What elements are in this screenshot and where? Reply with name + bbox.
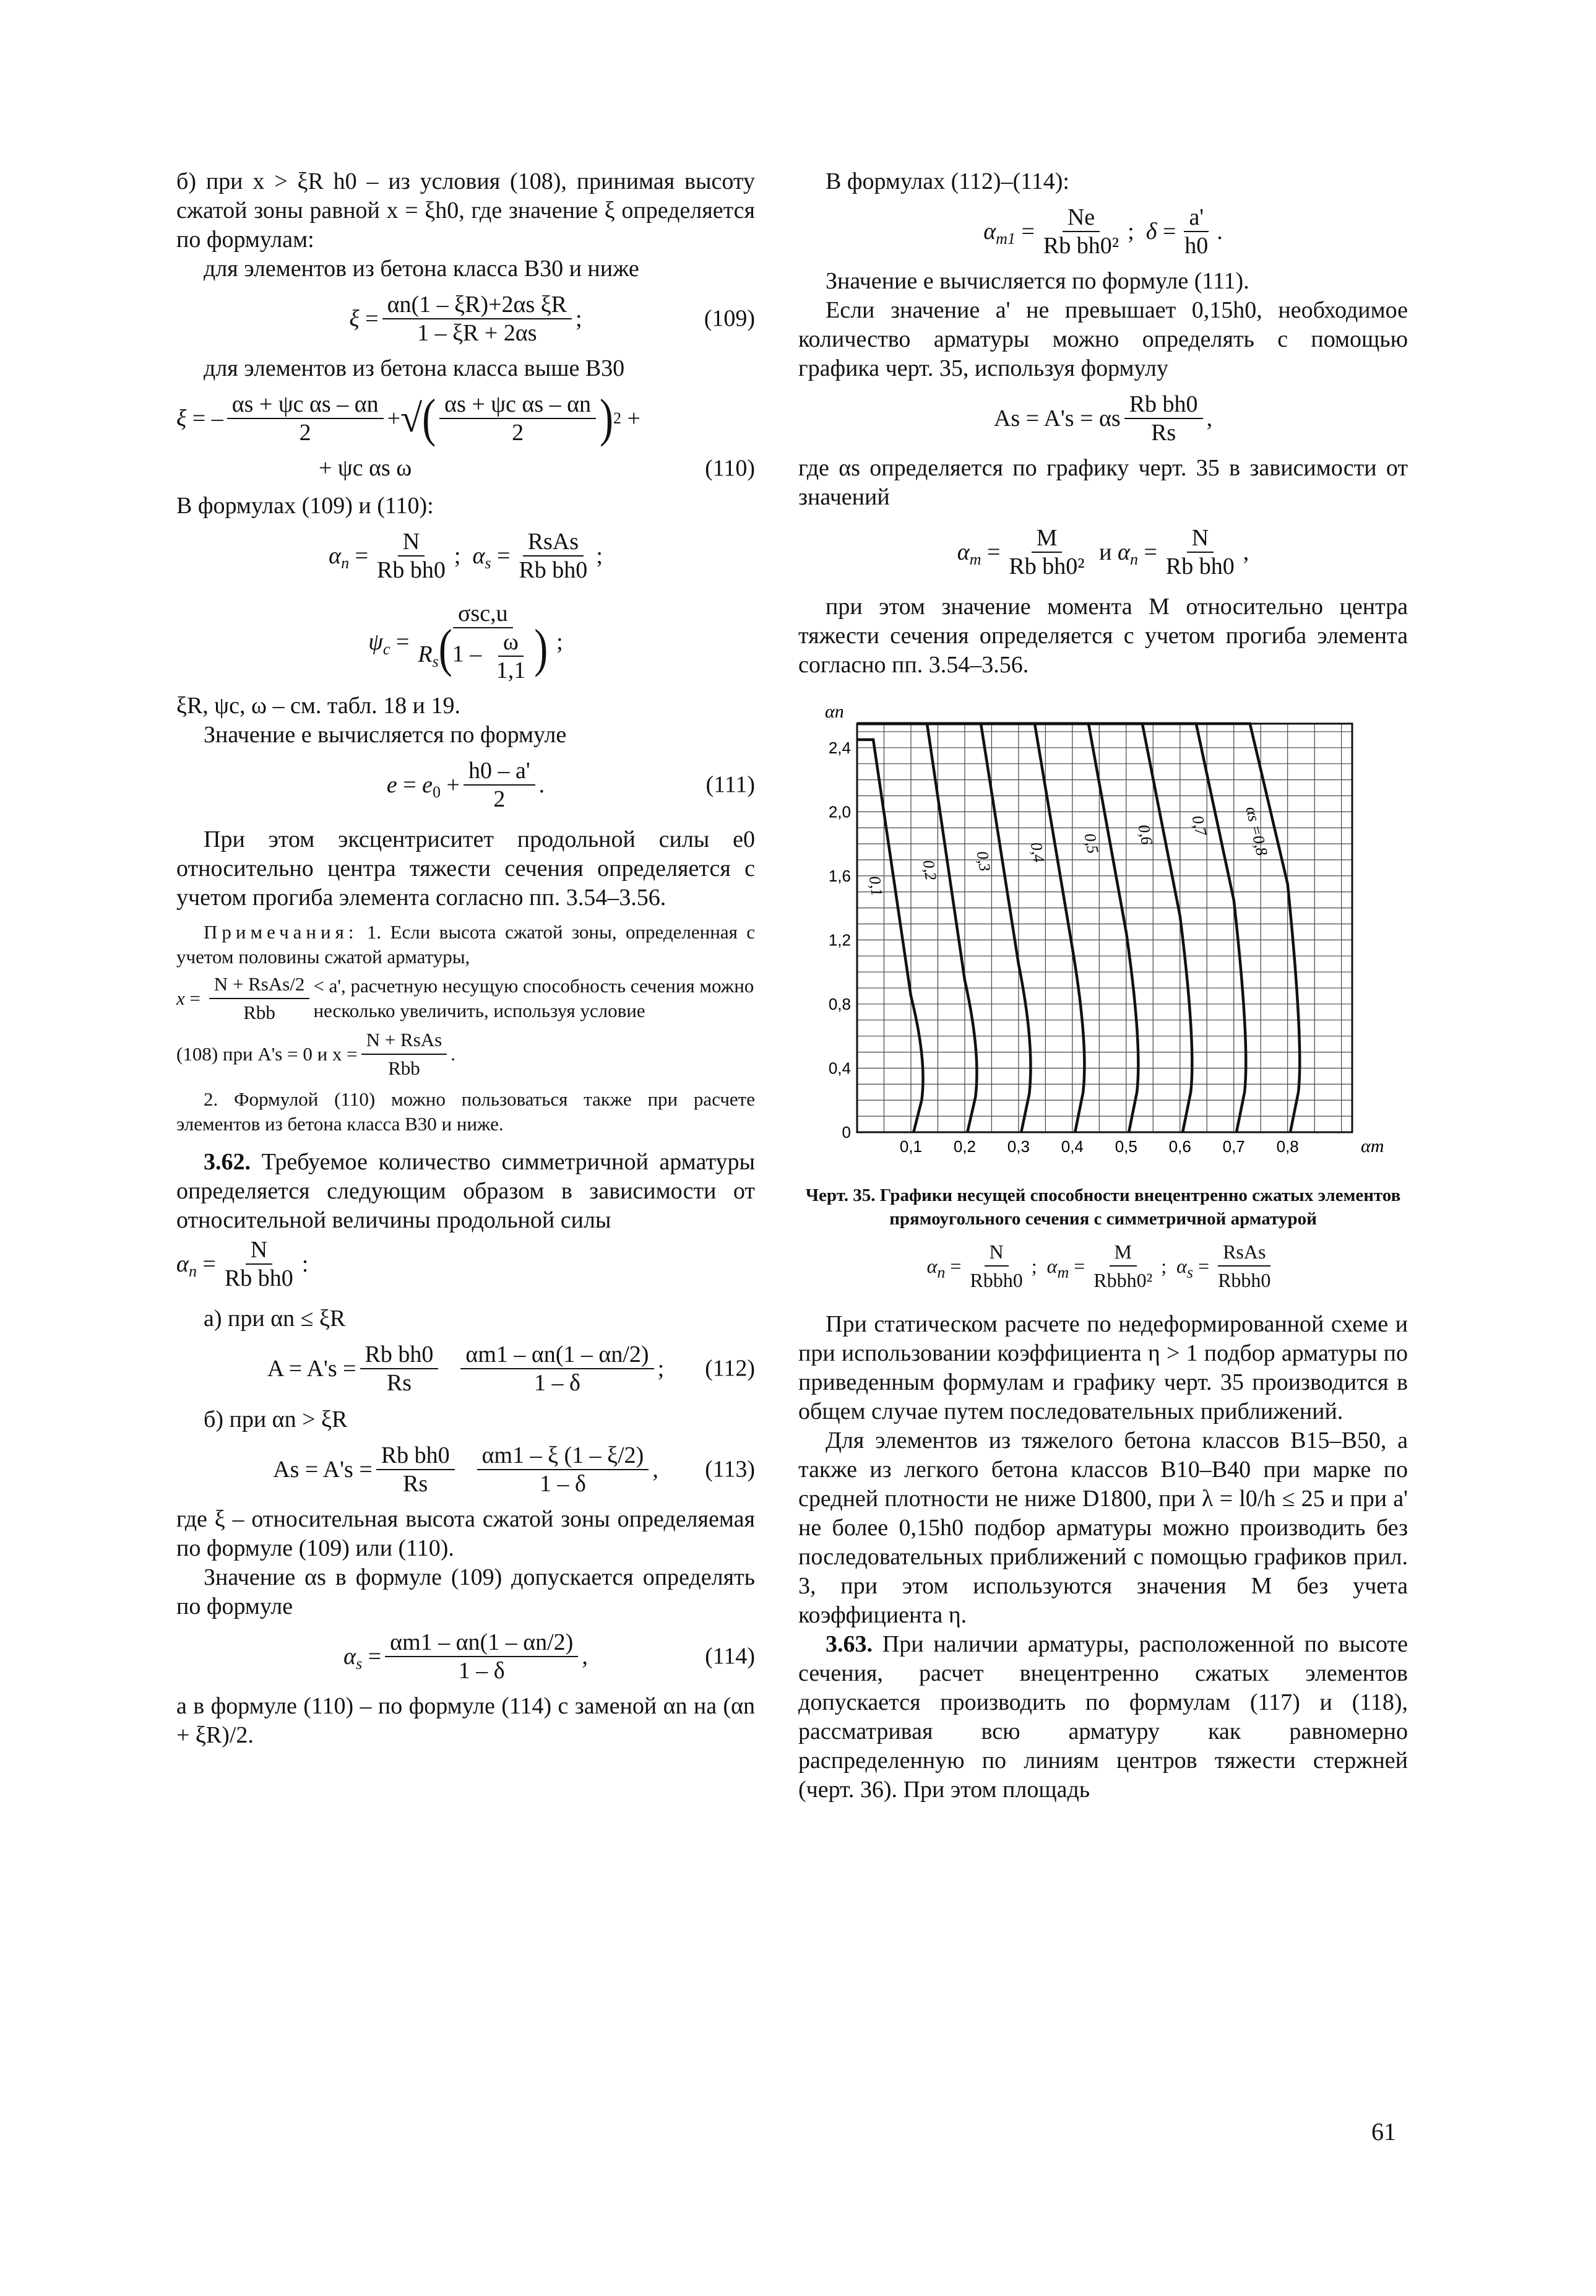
x-axis-label: αm bbox=[1361, 1136, 1384, 1156]
figure-caption: Черт. 35. Графики несущей способности внецентренно сжатых элементов прямоугольного сечения с симметричной арматурой bbox=[805, 1185, 1401, 1229]
paragraph: Для элементов из тяжелого бетона классов В15–В50, а также из легкого бетона классов В10–В40 при марке по средней плотности не ниже D1800, при λ = l0/h ≤ 25 и при a' не более 0,15h0 подбор арматуры можно производить без последовательных приближений с помощью графиков прил. 3, при этом используются значения M без учета коэффициента η. bbox=[798, 1427, 1408, 1628]
formula-number: (112) bbox=[705, 1355, 755, 1382]
series-label: 0,5 bbox=[1081, 831, 1102, 856]
formula-denominator: Rbbh0 bbox=[970, 1269, 1023, 1291]
formula-denominator: Rb bh0 bbox=[1165, 553, 1235, 579]
series-label: αs =0,8 bbox=[1242, 805, 1272, 857]
formula-denominator: 2 bbox=[512, 420, 524, 446]
notes bbox=[176, 920, 755, 1137]
paragraph: Значение αs в формуле (109) допускается определять по формуле bbox=[176, 1564, 755, 1619]
formula-As: As = A's = αs $\frac{\text{Rb bh0}}{Rs}$ , bbox=[993, 391, 1213, 446]
formula-denominator: 1,1 bbox=[496, 657, 526, 683]
formula-numerator: Rb bh0 bbox=[360, 1342, 439, 1369]
formula-numerator: M bbox=[1110, 1239, 1137, 1267]
section-number: 3.63. bbox=[826, 1631, 873, 1657]
formula-numerator: αn(1 – ξR)+2αs ξR bbox=[382, 292, 572, 319]
note-text: 1. Если высота сжатой зоны, определенная с учетом половины сжатой арматуры, bbox=[176, 921, 756, 968]
note-text: (108) при A's = 0 и x = bbox=[176, 1043, 358, 1065]
formula-denominator: Rb bh0² bbox=[1043, 233, 1119, 259]
formula-denominator: Rs bbox=[403, 1471, 428, 1497]
notes-heading: Примечания: bbox=[204, 921, 358, 943]
section-3-62 bbox=[176, 1148, 755, 1235]
formula-alpha-n: $\alpha_n$ = $\frac{N}{\text{Rb bh0}}$ : bbox=[176, 1237, 309, 1291]
formula-alpha-m1-delta: $\alpha_{m1}$ = $\frac{Ne}{\text{Rb bh0²}}$ ; δ = $\frac{a'}{h0}$ . bbox=[983, 204, 1223, 259]
y-tick-label: 2,0 bbox=[828, 802, 851, 821]
formula-numerator: RsAs bbox=[523, 529, 584, 557]
formula-numerator: N bbox=[985, 1239, 1009, 1267]
x-tick-label: 0,7 bbox=[1222, 1137, 1245, 1156]
note-text: 2. Формулой (110) можно пользоваться также при расчете элементов из бетона класса В30 и ниже. bbox=[176, 1088, 755, 1135]
paragraph: При наличии арматуры, расположенной по высоте сечения, расчет внецентренно сжатых элементов допускается производить по формулам (117) и (118), рассматривая всю арматуру как равномерно распределенную по линиям центров тяжести стержней (черт. 36). При этом площадь bbox=[798, 1631, 1408, 1803]
series-label: 0,3 bbox=[973, 849, 994, 873]
formula-denominator: Rbbh0² bbox=[1093, 1269, 1153, 1291]
formula-number: (114) bbox=[705, 1643, 755, 1670]
page-number: 61 bbox=[1371, 2118, 1396, 2146]
paragraph: ξR, ψc, ω – см. табл. 18 и 19. bbox=[176, 693, 460, 719]
formula-numerator: M bbox=[1032, 526, 1063, 553]
x-tick-label: 0,1 bbox=[899, 1137, 923, 1156]
paragraph: для элементов из бетона класса В30 и ниже bbox=[204, 256, 639, 282]
paragraph: При статическом расчете по недеформированной схеме и при использовании коэффициента η > 1 подбор арматуры по приведенным формулам и графику черт. 35 производится в общем случае путем последовательных приближений. bbox=[798, 1311, 1408, 1424]
x-tick-label: 0,3 bbox=[1007, 1137, 1030, 1156]
series-curve bbox=[857, 724, 977, 1132]
paragraph: б) при x > ξR h0 – из условия (108), принимая высоту сжатой зоны равной x = ξh0, где значение ξ определяется по формулам: bbox=[176, 168, 755, 253]
paragraph: В формулах (112)–(114): bbox=[826, 168, 1069, 194]
formula-denominator: Rbb bbox=[243, 1002, 275, 1023]
formula-110-continued bbox=[176, 454, 755, 483]
formula-denominator: Rb bh0 bbox=[377, 557, 446, 583]
x-tick-label: 0,5 bbox=[1115, 1137, 1137, 1156]
x-tick-label: 0,4 bbox=[1061, 1137, 1084, 1156]
formula-numerator: σsc,u bbox=[453, 601, 513, 628]
x-tick-label: 0,6 bbox=[1168, 1137, 1191, 1156]
formula-psi: $\psi_c$ = σsc,u $R_s(1$ – $\frac{\omega}{1,1}$ ) ; bbox=[368, 600, 563, 683]
formula-denominator: 1 – δ bbox=[540, 1471, 586, 1497]
series-label: 0,2 bbox=[919, 859, 941, 882]
formula-numerator: N bbox=[1187, 526, 1214, 553]
formula-denominator: 1 – ξR + 2αs bbox=[417, 320, 537, 346]
y-tick-label: 0 bbox=[842, 1123, 851, 1142]
paragraph: Значение e вычисляется по формуле bbox=[204, 722, 567, 748]
formula-denominator: 1 – δ bbox=[458, 1658, 505, 1684]
formula-denominator: Rb bh0² bbox=[1009, 553, 1085, 579]
series-label: 0,7 bbox=[1188, 813, 1210, 838]
x-tick-label: 0,2 bbox=[953, 1137, 976, 1156]
formula-numerator: a' bbox=[1184, 205, 1209, 232]
paragraph: при этом значение момента M относительно центра тяжести сечения определяется с учетом прогиба элемента согласно пп. 3.54–3.56. bbox=[798, 594, 1408, 678]
series-label: 0,1 bbox=[865, 875, 887, 898]
formula-numerator: αs + ψc αs – αn bbox=[227, 392, 384, 419]
formula-text: + ψc αs ω bbox=[319, 455, 412, 481]
formula-denominator: Rb bh0 bbox=[224, 1265, 293, 1291]
formula-text: As = A's = αs bbox=[993, 405, 1121, 431]
paragraph: а) при αn ≤ ξR bbox=[204, 1306, 346, 1332]
paragraph: где αs определяется по графику черт. 35 в зависимости от значений bbox=[798, 455, 1408, 510]
y-tick-label: 1,2 bbox=[828, 930, 851, 950]
formula-numerator: Rb bh0 bbox=[1124, 392, 1203, 419]
paragraph: б) при αn > ξR bbox=[204, 1406, 348, 1432]
formula-109: ξ = $\frac{\text{αn(1 – ξR)+2αs ξR}}{1 - \xi R + 2\alpha s}$ ; (109) bbox=[349, 292, 755, 346]
formula-numerator: Ne bbox=[1063, 205, 1100, 232]
formula-numerator: N + RsAs bbox=[361, 1028, 447, 1055]
formula-number: (110) bbox=[705, 455, 755, 481]
formula-numerator: αm1 – ξ (1 – ξ/2) bbox=[477, 1443, 649, 1470]
right-column bbox=[798, 167, 1408, 1804]
formula-112: A = A's = $\frac{\text{Rb bh0}}{Rs}$ $\frac{\alpha m1 - \alpha n(1 - \alpha n/2)}{1 - \delta}$ ; (112) bbox=[267, 1341, 755, 1396]
series-label: 0,4 bbox=[1027, 841, 1048, 864]
series-curve bbox=[857, 724, 1246, 1132]
note-formula: x = N + RsAs/2 Rbb < a', расчетную несущую способность сечения можно несколько увеличить, используя условие bbox=[176, 972, 755, 1025]
formula-numerator: N + RsAs/2 bbox=[209, 972, 310, 999]
section-number: 3.62. bbox=[204, 1149, 251, 1175]
paragraph: Требуемое количество симметричной арматуры определяется следующим образом в зависимости от относительной величины продольной силы bbox=[176, 1149, 755, 1233]
formula-numerator: N bbox=[398, 529, 425, 557]
chart-35 bbox=[798, 696, 1408, 1172]
series-curve bbox=[857, 724, 1138, 1132]
caption-formulas: $\alpha_n$ = N Rbbh0 ; $\alpha_m$ = M Rbbh0² ; $\alpha_s$ = RsAs Rbbh0 bbox=[798, 1239, 1408, 1293]
formula-111: $e = e_0$ + $\frac{h0 - a'}{2}$ . (111) bbox=[386, 758, 755, 812]
formula-numerator: RsAs bbox=[1218, 1239, 1270, 1267]
formula-denominator: Rs bbox=[386, 1370, 412, 1396]
y-tick-label: 2,4 bbox=[828, 738, 851, 757]
formula-denominator: 2 bbox=[299, 420, 311, 446]
paragraph: где ξ – относительная высота сжатой зоны определяемая по формуле (109) или (110). bbox=[176, 1506, 755, 1561]
note-text: < a', расчетную несущую способность сечения можно несколько увеличить, используя условие bbox=[313, 975, 754, 1021]
left-column bbox=[176, 167, 755, 1750]
formula-number: (113) bbox=[705, 1456, 755, 1483]
formula-110: ξ = – $\frac{\text{αs + ψc αs – αn}}{2}$ + √ ( $\frac{\text{αs + ψc αs – αn}}{2}$ ) 2 + bbox=[176, 388, 641, 448]
formula-text: A = A's = bbox=[267, 1355, 356, 1382]
formula-alpha-m-n: $\alpha_m$ = $\frac{M}{\text{Rb bh0²}}$ и $\alpha_n$ = $\frac{N}{\text{Rb bh0}}$ , bbox=[957, 525, 1249, 579]
formula-denominator: 1 – δ bbox=[534, 1370, 580, 1396]
plot-frame bbox=[857, 724, 1352, 1132]
y-tick-label: 0,4 bbox=[828, 1059, 851, 1078]
formula-numerator: αm1 – αn(1 – αn/2) bbox=[460, 1342, 653, 1369]
paragraph: Если значение a' не превышает 0,15h0, необходимое количество арматуры можно определять с помощью графика черт. 35, используя формулу bbox=[798, 297, 1408, 381]
formula-numerator: αs + ψc αs – αn bbox=[439, 392, 596, 419]
formula-denominator: Rb bh0 bbox=[519, 557, 588, 583]
series-label: 0,6 bbox=[1134, 823, 1157, 846]
formula-114: $\alpha_s$ = $\frac{\alpha m1 - \alpha n(1 - \alpha n/2)}{1 - \delta}$ , (114) bbox=[343, 1629, 755, 1684]
note-formula: (108) при A's = 0 и x = N + RsAs Rbb . bbox=[176, 1028, 755, 1081]
y-tick-label: 1,6 bbox=[828, 866, 851, 885]
formula-numerator: αm1 – αn(1 – αn/2) bbox=[385, 1630, 578, 1657]
formula-number: (111) bbox=[705, 771, 755, 798]
formula-denominator: $R_s(1$ – $\frac{\omega}{1,1}$ ) bbox=[418, 618, 548, 683]
formula-denominator: Rbbh0 bbox=[1218, 1269, 1271, 1291]
formula-113: As = A's = $\frac{\text{Rb bh0}}{Rs}$ $\frac{\alpha m1 - \xi (1 - \xi/2)}{1 - \delta}$ , (113) bbox=[273, 1442, 755, 1497]
formula-denominator: Rs bbox=[1151, 420, 1176, 446]
formula-text: и bbox=[1099, 539, 1112, 565]
formula-denominator: h0 bbox=[1184, 233, 1209, 259]
formula-alpha-definitions: $\alpha_n$ = $\frac{N}{\text{Rb bh0}}$ ; $\alpha_s$ = RsAs Rb bh0 ; bbox=[329, 529, 603, 583]
paragraph: Значение e вычисляется по формуле (111). bbox=[826, 268, 1249, 294]
series-curve bbox=[857, 724, 1192, 1132]
series-curve bbox=[857, 740, 923, 1132]
y-axis-label: αn bbox=[825, 701, 844, 722]
y-tick-label: 0,8 bbox=[828, 994, 851, 1013]
formula-numerator: h0 – a' bbox=[464, 758, 535, 786]
formula-numerator: Rb bh0 bbox=[376, 1443, 455, 1470]
x-tick-label: 0,8 bbox=[1276, 1137, 1299, 1156]
section-3-63 bbox=[798, 1630, 1408, 1804]
formula-text: As = A's = bbox=[273, 1456, 373, 1483]
series-curve bbox=[857, 724, 1030, 1132]
formula-denominator: 2 bbox=[493, 786, 506, 812]
sqrt-icon: √ bbox=[400, 396, 423, 440]
paragraph: а в формуле (110) – по формуле (114) с заменой αn на (αn + ξR)/2. bbox=[176, 1693, 755, 1748]
paragraph: При этом эксцентриситет продольной силы e0 относительно центра тяжести сечения определяется с учетом прогиба элемента согласно пп. 3.54–3.56. bbox=[176, 826, 755, 911]
chart-svg bbox=[798, 696, 1408, 1172]
paragraph: В формулах (109) и (110): bbox=[176, 493, 434, 519]
formula-numerator: ω bbox=[498, 630, 524, 657]
series-curve bbox=[857, 724, 1084, 1132]
paragraph: для элементов из бетона класса выше В30 bbox=[204, 355, 625, 381]
formula-number: (109) bbox=[704, 305, 755, 332]
formula-denominator: Rbb bbox=[388, 1057, 420, 1079]
formula-numerator: N bbox=[246, 1237, 272, 1265]
